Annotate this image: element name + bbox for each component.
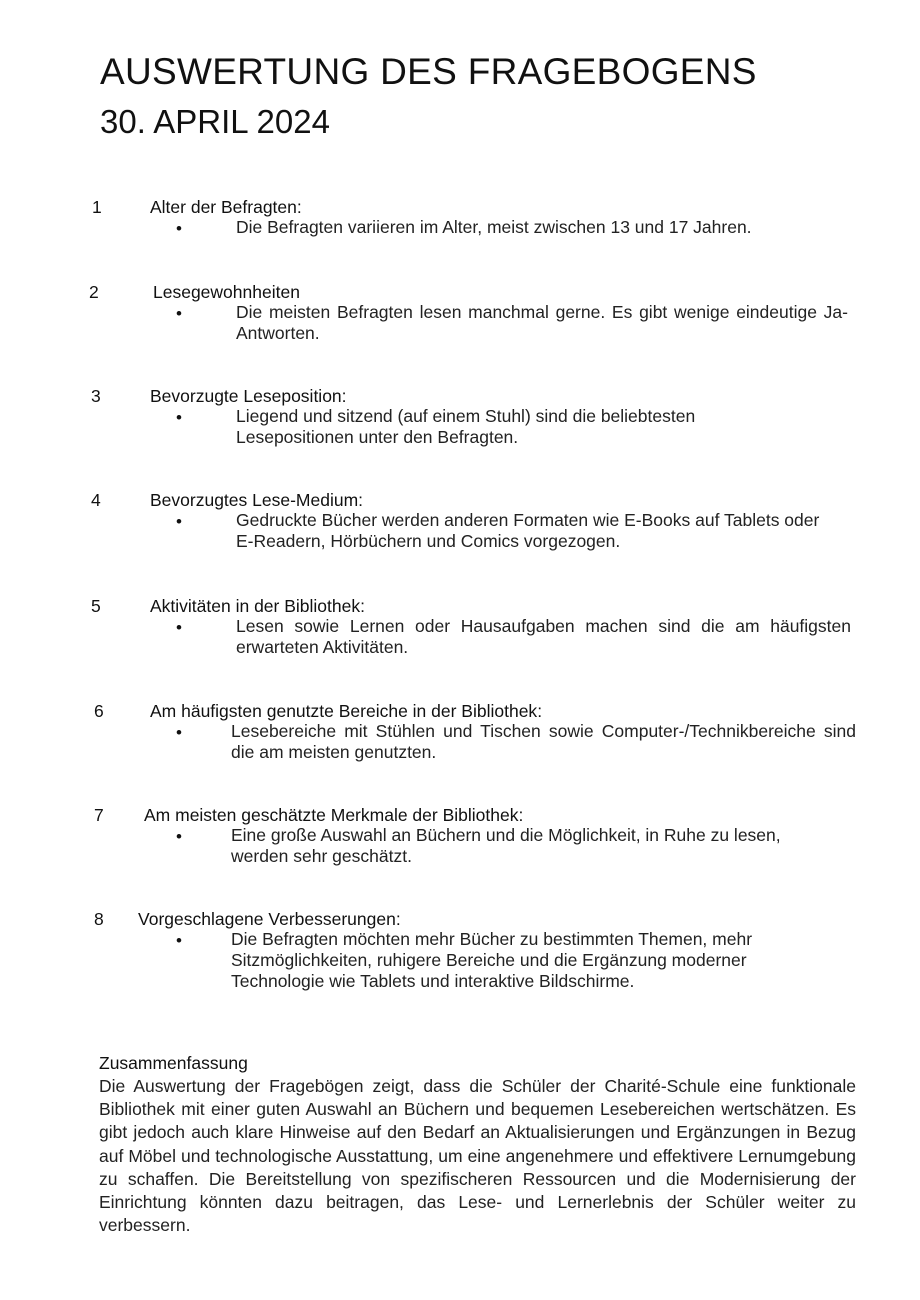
section-text: Die meisten Befragten lesen manchmal gerne. Es gibt wenige eindeutige Ja-Antworten. xyxy=(236,302,848,343)
section-number: 2 xyxy=(89,282,99,302)
bullet-icon: • xyxy=(176,723,182,742)
summary-text: Die Auswertung der Fragebögen zeigt, dass die Schüler der Charité-Schule eine funktionale Bibliothek mit einer guten Auswahl an Büchern und bequemen Lesebereichen wertschätzen. Es gibt jedoch auch klare Hinweise auf den Bedarf an Aktualisierungen und Ergänzungen in Bezug auf Möbel und technologische Ausstattung, um eine angenehmere und effektivere Lernumgebung zu schaffen. Die Bereitstellung von spezifischeren Ressourcen und die Modernisierung der Einrichtung könnten dazu beitragen, das Lese- und Lernerlebnis der Schüler weiter zu verbessern. xyxy=(99,1076,856,1236)
bullet-icon: • xyxy=(176,304,182,323)
document-title: AUSWERTUNG DES FRAGEBOGENS xyxy=(100,51,757,92)
section-number: 6 xyxy=(94,701,104,721)
summary-heading: Zusammenfassung xyxy=(99,1053,248,1073)
bullet-icon: • xyxy=(176,408,182,427)
section-heading: Vorgeschlagene Verbesserungen: xyxy=(138,909,401,929)
section-heading: Am häufigsten genutzte Bereiche in der Bibliothek: xyxy=(150,701,543,721)
document-date: 30. APRIL 2024 xyxy=(100,103,330,140)
bullet-icon: • xyxy=(176,512,182,531)
section-text: Gedruckte Bücher werden anderen Formaten wie E-Books auf Tablets oder E-Readern, Hörbüchern und Comics vorgezogen. xyxy=(236,510,820,551)
section-heading: Alter der Befragten: xyxy=(150,197,302,217)
section-heading: Am meisten geschätzte Merkmale der Bibliothek: xyxy=(144,805,524,825)
section-text: Lesen sowie Lernen oder Hausaufgaben machen sind die am häufigsten erwarteten Aktivitäten. xyxy=(236,616,851,657)
bullet-icon: • xyxy=(176,618,182,637)
section-number: 5 xyxy=(91,596,101,616)
bullet-icon: • xyxy=(176,219,182,238)
section-number: 7 xyxy=(94,805,104,825)
section-number: 1 xyxy=(92,197,102,217)
section-heading: Bevorzugte Leseposition: xyxy=(150,386,347,406)
bullet-icon: • xyxy=(176,827,182,846)
bullet-icon: • xyxy=(176,931,182,950)
section-number: 3 xyxy=(91,386,101,406)
section-text: Die Befragten möchten mehr Bücher zu bestimmten Themen, mehr Sitzmöglichkeiten, ruhigere Bereiche und die Ergänzung moderner Technologie wie Tablets und interaktive Bildschirme. xyxy=(231,929,753,991)
section-number: 4 xyxy=(91,490,101,510)
section-text: Eine große Auswahl an Büchern und die Möglichkeit, in Ruhe zu lesen, werden sehr geschätzt. xyxy=(231,825,781,866)
section-heading: Lesegewohnheiten xyxy=(153,282,300,302)
section-text: Lesebereiche mit Stühlen und Tischen sowie Computer-/Technikbereiche sind die am meisten genutzten. xyxy=(231,721,856,762)
section-text: Liegend und sitzend (auf einem Stuhl) sind die beliebtesten Lesepositionen unter den Befragten. xyxy=(236,406,696,447)
section-text: Die Befragten variieren im Alter, meist zwischen 13 und 17 Jahren. xyxy=(236,217,752,237)
section-heading: Aktivitäten in der Bibliothek: xyxy=(150,596,365,616)
section-number: 8 xyxy=(94,909,104,929)
section-heading: Bevorzugtes Lese-Medium: xyxy=(150,490,364,510)
